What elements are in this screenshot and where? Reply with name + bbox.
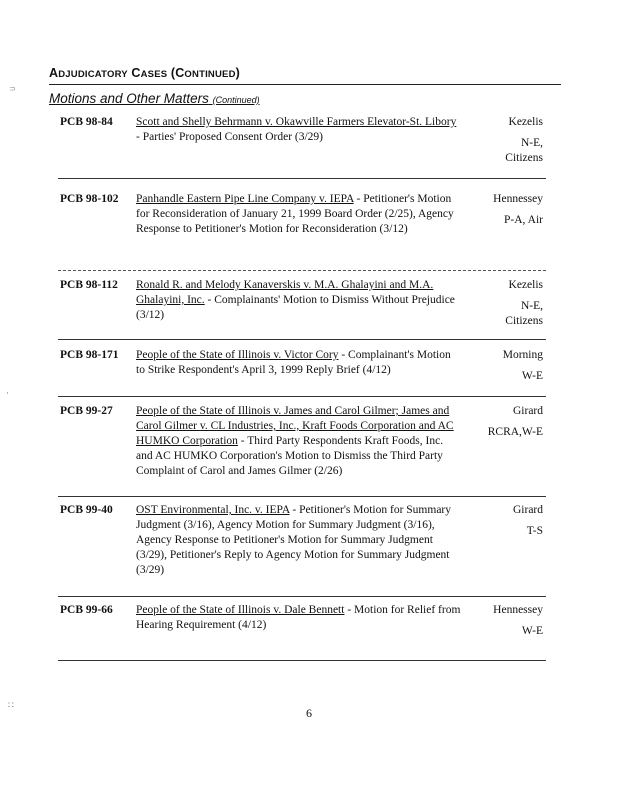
case-body [136, 404, 462, 479]
case-body [136, 115, 462, 145]
case-type: W-E [521, 370, 543, 382]
subsection-continued: (Continued) [212, 95, 260, 105]
case-body [136, 503, 462, 578]
case-type: N-E, [520, 137, 543, 149]
case-description: - Complainant's Motion to Strike Respondent's April 3, 1999 Reply Brief (4/12) [136, 349, 451, 376]
case-type-2: Citizens [505, 152, 543, 164]
hearing-officer: Kezelis [508, 116, 543, 128]
hearing-officer: Hennessey [493, 604, 543, 616]
case-type: T-S [526, 525, 543, 537]
hearing-officer: Girard [512, 504, 543, 516]
heading-word-1: DJUDICATORY [58, 69, 128, 80]
case-type: W-E [521, 625, 543, 637]
divider [58, 270, 546, 271]
case-number: PCB 98-112 [60, 279, 118, 291]
heading-cont-open: (C [170, 66, 185, 80]
case-number: PCB 99-66 [60, 604, 113, 616]
divider [58, 339, 546, 340]
subsection-heading [49, 91, 260, 106]
case-meta [470, 348, 543, 390]
divider [58, 596, 546, 597]
hearing-officer: Girard [512, 405, 543, 417]
case-title-link[interactable]: Ronald R. and Melody Kanaverskis v. M.A. Ghalayini and M.A. Ghalayini, Inc. [136, 279, 434, 306]
divider [58, 660, 546, 661]
case-meta [470, 603, 543, 645]
case-body [136, 348, 462, 378]
heading-word-2: ASES [140, 69, 168, 80]
heading-initial-2: C [131, 66, 141, 80]
case-number: PCB 98-171 [60, 349, 119, 361]
heading-cont-word: ONTINUED [184, 69, 236, 80]
hearing-officer: Kezelis [508, 279, 543, 291]
heading-cont-close: ) [235, 66, 241, 80]
case-body [136, 603, 462, 633]
case-description: - Petitioner's Motion for Summary Judgment (3/16), Agency Motion for Summary Judgment (3/16), Agency Response to Petitioner's Motion for Summary Judgment (3/29), Petitioner's Reply to Agency Motion for Summary Judgment (3/29) [136, 504, 452, 576]
case-title-link[interactable]: Scott and Shelly Behrmann v. Okawville Farmers Elevator-St. Libory [136, 116, 457, 128]
case-type: P-A, Air [504, 214, 543, 226]
page-number: 6 [306, 706, 312, 720]
case-title-link[interactable]: People of the State of Illinois v. James and Carol Gilmer; James and Carol Gilmer v. CL Industries, Inc., Kraft Foods Corporation and AC HUMKO Corporation [136, 405, 454, 447]
case-meta [470, 404, 543, 446]
divider [58, 396, 546, 397]
case-type: RCRA,W-E [487, 426, 543, 438]
scan-artifact: ⸧ [8, 84, 18, 94]
hearing-officer: Morning [502, 349, 543, 361]
case-title-link[interactable]: Panhandle Eastern Pipe Line Company v. IEPA [136, 193, 354, 205]
heading-rule [49, 84, 561, 85]
subsection-title: Motions and Other Matters [49, 91, 209, 106]
case-description: - Parties' Proposed Consent Order (3/29) [136, 131, 323, 143]
heading-initial: A [49, 66, 59, 80]
case-body [136, 192, 462, 237]
case-title-link[interactable]: OST Environmental, Inc. v. IEPA [136, 504, 290, 516]
case-title-link[interactable]: People of the State of Illinois v. Victor Cory [136, 349, 339, 361]
case-description: - Petitioner's Motion for Reconsideration of January 21, 1999 Board Order (2/25), Agency Response to Petitioner's Motion for Reconsideration (3/12) [136, 193, 454, 235]
case-meta [470, 503, 543, 545]
case-description: - Third Party Respondents Kraft Foods, Inc. and AC HUMKO Corporation's Motion to Dismiss the Third Party Complaint of Carol and James Gilmer (2/26) [136, 435, 444, 477]
case-description: - Motion for Relief from Hearing Requirement (4/12) [136, 604, 461, 631]
divider [58, 496, 546, 497]
case-type-2: Citizens [505, 315, 543, 327]
hearing-officer: Hennessey [493, 193, 543, 205]
case-type: N-E, [520, 300, 543, 312]
scan-artifact: · [6, 388, 9, 398]
case-number: PCB 98-84 [60, 116, 113, 128]
case-meta [470, 278, 543, 335]
case-title-link[interactable]: People of the State of Illinois v. Dale Bennett [136, 604, 345, 616]
case-description: - Complainants' Motion to Dismiss Without Prejudice (3/12) [136, 294, 455, 321]
case-meta [470, 192, 543, 234]
scan-artifact: ∷ [8, 700, 14, 710]
divider [58, 178, 546, 179]
section-heading [49, 66, 561, 80]
case-number: PCB 99-40 [60, 504, 113, 516]
case-number: PCB 99-27 [60, 405, 113, 417]
case-body [136, 278, 462, 323]
case-number: PCB 98-102 [60, 193, 119, 205]
case-meta [470, 115, 543, 172]
